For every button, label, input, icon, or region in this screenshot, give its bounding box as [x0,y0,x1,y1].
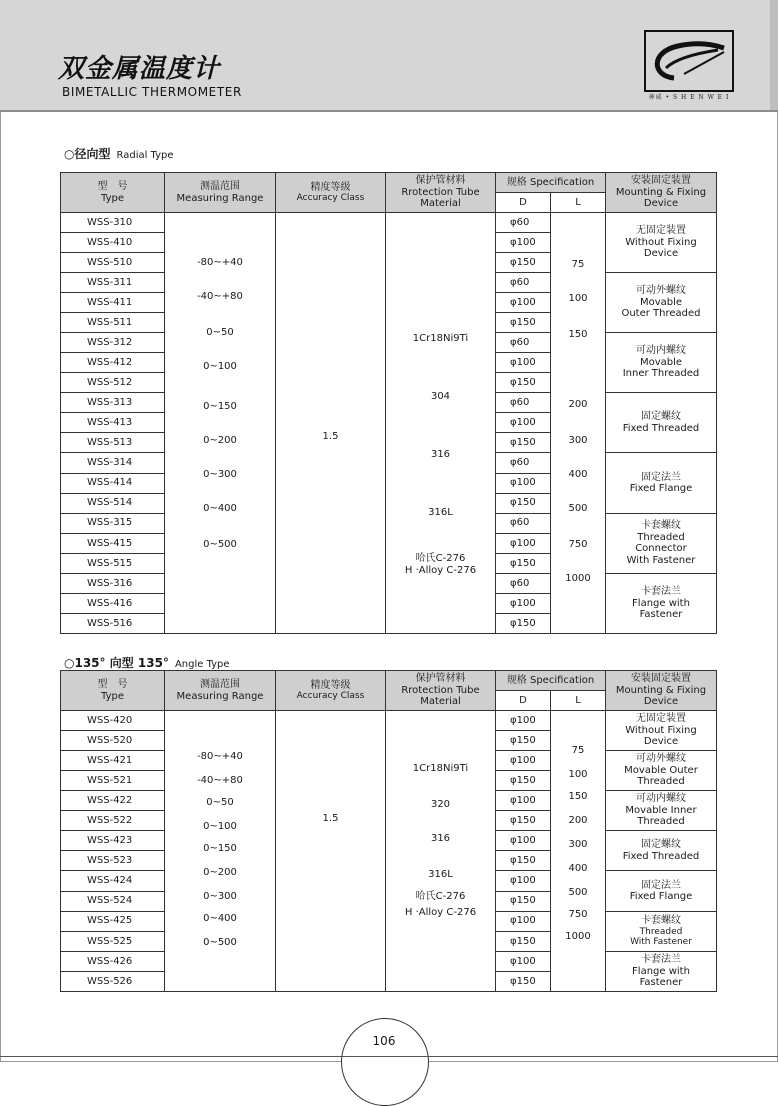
page-number: 106 [372,1034,396,1048]
type-cell: WSS-411 [61,293,165,313]
diameter-cell: φ150 [496,731,551,751]
mounting-device-text: 可动外螺纹 [636,753,686,765]
footer-line [0,1056,778,1057]
range-value: 0~500 [203,539,237,550]
mounting-device-text: Outer Threaded [621,308,701,320]
length-value: 300 [568,839,588,850]
header-accuracy-class: 精度等级 Accuracy Class [276,671,386,711]
mounting-device-text: Movable [639,296,683,308]
angle-spec-table [60,670,717,992]
mounting-device-cell [606,453,717,513]
type-cell: WSS-424 [61,871,165,891]
mounting-device-text: Fixed Threaded [622,850,700,862]
header-side-strip [770,0,778,110]
diameter-cell: φ60 [496,393,551,413]
length-value: 75 [571,745,585,756]
mounting-device-text: Flange with [632,965,690,977]
mounting-device-text: 可动外螺纹 [636,285,686,297]
diameter-cell: φ60 [496,273,551,293]
diameter-cell: φ100 [496,293,551,313]
range-value: 0~150 [203,843,237,854]
section-title-angle-en: Angle Type [174,659,230,670]
type-cell: WSS-511 [61,313,165,333]
header-mounting-device: 安装固定装置 Mounting & Fixing Device [606,173,717,213]
type-cell: WSS-412 [61,353,165,373]
mounting-device-text: Threaded [637,776,685,788]
mounting-device-text: With Fastener [626,554,696,566]
range-value: 0~400 [203,503,237,514]
page-number-circle [341,1018,429,1106]
diameter-cell: φ100 [496,413,551,433]
type-cell: WSS-410 [61,233,165,253]
range-value: 0~100 [203,821,237,832]
mounting-device-text: 固定螺纹 [641,839,681,851]
mounting-device-cell [606,711,717,751]
type-cell: WSS-522 [61,811,165,831]
type-cell: WSS-414 [61,473,165,493]
mounting-device-text: Device [643,736,679,748]
diameter-cell: φ100 [496,533,551,553]
type-cell: WSS-524 [61,891,165,911]
mounting-device-cell [606,831,717,871]
mounting-device-text: Fixed Threaded [622,422,700,434]
radial-spec-table [60,172,717,634]
length-value: 750 [568,539,588,550]
mounting-device-text: Fixed Flange [629,483,693,495]
mounting-device-text: 无固定装置 [636,225,686,237]
diameter-cell: φ60 [496,513,551,533]
diameter-cell: φ100 [496,871,551,891]
mounting-device-cell [606,911,717,951]
range-value: 0~400 [203,913,237,924]
header-specification: 规格 Specification [496,671,606,691]
type-cell: WSS-525 [61,931,165,951]
mounting-device-text: 卡套法兰 [641,586,681,598]
diameter-cell: φ60 [496,333,551,353]
accuracy-column [276,213,386,634]
type-cell: WSS-426 [61,951,165,971]
mounting-device-cell [606,273,717,333]
length-value: 75 [571,259,585,270]
mounting-device-text: Movable Inner [625,804,697,816]
length-value: 500 [568,887,588,898]
section-title-radial-en: Radial Type [116,150,174,161]
range-value: 0~200 [203,867,237,878]
length-value: 1000 [565,573,591,584]
type-cell: WSS-514 [61,493,165,513]
diameter-cell: φ150 [496,493,551,513]
mounting-device-text: Without Fixing [625,236,697,248]
diameter-cell: φ150 [496,553,551,573]
range-value: -40~+80 [197,775,243,786]
length-value: 750 [568,909,588,920]
diameter-cell: φ100 [496,473,551,493]
header-d: D [496,691,551,711]
mounting-device-cell [606,791,717,831]
brand-logo [644,30,734,100]
type-cell: WSS-421 [61,751,165,771]
mounting-device-text: 可动内螺纹 [636,345,686,357]
material-value: H ·Alloy C-276 [404,565,477,576]
section-title-angle-cn: ○135° 向型 135° [64,656,169,670]
header-measuring-range: 测温范围 Measuring Range [165,173,276,213]
diameter-cell: φ150 [496,972,551,992]
type-cell: WSS-415 [61,533,165,553]
type-cell: WSS-316 [61,573,165,593]
mounting-device-cell [606,393,717,453]
mounting-device-text: Fastener [639,609,683,621]
logo-swoosh-icon [644,30,734,92]
mounting-device-text: Movable [639,356,683,368]
diameter-cell: φ100 [496,911,551,931]
range-value: 0~150 [203,401,237,412]
type-cell: WSS-420 [61,711,165,731]
material-column [386,711,496,992]
diameter-cell: φ150 [496,931,551,951]
material-column [386,213,496,634]
type-cell: WSS-310 [61,213,165,233]
range-value: 0~500 [203,937,237,948]
type-cell: WSS-422 [61,791,165,811]
diameter-cell: φ100 [496,353,551,373]
length-column [551,213,606,634]
material-value: 320 [430,799,451,810]
material-value: 316 [430,449,451,460]
diameter-cell: φ150 [496,373,551,393]
length-value: 100 [568,293,588,304]
header-l: L [551,193,606,213]
header-measuring-range: 测温范围 Measuring Range [165,671,276,711]
mounting-device-cell [606,513,717,573]
section-title-angle [64,657,230,670]
material-value: 哈氏C-276 [415,553,466,564]
material-value: 316L [428,507,453,518]
header-d: D [496,193,551,213]
type-cell: WSS-423 [61,831,165,851]
length-value: 500 [568,503,588,514]
mounting-device-text: Threaded [639,926,683,937]
mounting-device-text: Movable Outer [624,764,698,776]
mounting-device-cell [606,951,717,991]
material-value: 哈氏C-276 [415,891,466,902]
table-row [61,213,717,233]
mounting-device-text: 卡套法兰 [641,954,681,966]
header-specification: 规格 Specification [496,173,606,193]
type-cell: WSS-515 [61,553,165,573]
diameter-cell: φ100 [496,791,551,811]
length-value: 400 [568,469,588,480]
diameter-cell: φ100 [496,594,551,614]
mounting-device-text: Threaded [637,816,685,828]
mounting-device-cell [606,751,717,791]
type-cell: WSS-526 [61,972,165,992]
material-value: H ·Alloy C-276 [404,907,477,918]
mounting-device-text: 固定螺纹 [641,411,681,423]
diameter-cell: φ100 [496,233,551,253]
mounting-device-text: 卡套螺纹 [641,915,681,927]
type-cell: WSS-313 [61,393,165,413]
diameter-cell: φ150 [496,851,551,871]
diameter-cell: φ100 [496,951,551,971]
header-protection-tube: 保护管材料 Rrotection Tube Material [386,671,496,711]
type-cell: WSS-521 [61,771,165,791]
material-value: 316L [428,869,453,880]
material-value: 1Cr18Ni9Ti [412,333,469,344]
mounting-device-text: 卡套螺纹 [641,520,681,532]
header-type: 型 号 Type [61,671,165,711]
diameter-cell: φ150 [496,771,551,791]
range-value: -80~+40 [197,751,243,762]
length-value: 150 [568,329,588,340]
type-cell: WSS-523 [61,851,165,871]
header-mounting-device: 安装固定装置 Mounting & Fixing Device [606,671,717,711]
range-value: 0~50 [206,797,234,808]
type-cell: WSS-425 [61,911,165,931]
header-type: 型 号 Type [61,173,165,213]
mounting-device-text: Threaded [637,531,685,543]
length-value: 150 [568,791,588,802]
type-cell: WSS-513 [61,433,165,453]
mounting-device-text: Device [643,248,679,260]
material-value: 1Cr18Ni9Ti [412,763,469,774]
diameter-cell: φ100 [496,751,551,771]
range-value: 0~300 [203,891,237,902]
section-title-radial [64,148,174,161]
accuracy-column [276,711,386,992]
mounting-device-text: 固定法兰 [641,879,681,891]
mounting-device-cell [606,871,717,911]
length-value: 200 [568,399,588,410]
mounting-device-text: Without Fixing [625,724,697,736]
diameter-cell: φ150 [496,811,551,831]
range-value: -80~+40 [197,257,243,268]
mounting-device-text: Fastener [639,977,683,989]
mounting-device-cell [606,573,717,633]
accuracy-value: 1.5 [322,431,339,442]
accuracy-value: 1.5 [322,813,339,824]
mounting-device-cell [606,213,717,273]
diameter-cell: φ60 [496,453,551,473]
header-accuracy-class: 精度等级 Accuracy Class [276,173,386,213]
type-cell: WSS-312 [61,333,165,353]
mounting-device-text: Connector [635,543,687,555]
mounting-device-text: Fixed Flange [629,891,693,903]
type-cell: WSS-510 [61,253,165,273]
diameter-cell: φ150 [496,891,551,911]
type-cell: WSS-311 [61,273,165,293]
type-cell: WSS-516 [61,614,165,634]
length-value: 1000 [565,931,591,942]
diameter-cell: φ150 [496,614,551,634]
mounting-device-text: Flange with [632,597,690,609]
type-cell: WSS-413 [61,413,165,433]
diameter-cell: φ150 [496,253,551,273]
type-cell: WSS-512 [61,373,165,393]
measuring-range-column [165,213,276,634]
type-cell: WSS-520 [61,731,165,751]
length-value: 200 [568,815,588,826]
diameter-cell: φ150 [496,433,551,453]
diameter-cell: φ100 [496,711,551,731]
measuring-range-column [165,711,276,992]
mounting-device-cell [606,333,717,393]
range-value: 0~300 [203,469,237,480]
length-column [551,711,606,992]
header-protection-tube: 保护管材料 Rrotection Tube Material [386,173,496,213]
material-value: 304 [430,391,451,402]
type-cell: WSS-416 [61,594,165,614]
range-value: 0~100 [203,361,237,372]
length-value: 300 [568,435,588,446]
diameter-cell: φ60 [496,213,551,233]
range-value: 0~200 [203,435,237,446]
logo-text: 神威 • S H E N W E I [648,94,730,101]
length-value: 100 [568,769,588,780]
material-value: 316 [430,833,451,844]
diameter-cell: φ100 [496,831,551,851]
page-title-chinese: 双金属温度计 [58,54,221,84]
mounting-device-text: 可动内螺纹 [636,793,686,805]
mounting-device-text: 无固定装置 [636,713,686,725]
diameter-cell: φ150 [496,313,551,333]
mounting-device-text: 固定法兰 [641,471,681,483]
diameter-cell: φ60 [496,573,551,593]
mounting-device-text: Inner Threaded [622,368,700,380]
page-title-english: BIMETALLIC THERMOMETER [62,85,242,99]
range-value: -40~+80 [197,291,243,302]
table-row [61,711,717,731]
type-cell: WSS-315 [61,513,165,533]
header-l: L [551,691,606,711]
range-value: 0~50 [206,327,234,338]
length-value: 400 [568,863,588,874]
mounting-device-text: With Fastener [630,936,692,947]
section-title-radial-cn: ○径向型 [64,147,111,161]
type-cell: WSS-314 [61,453,165,473]
